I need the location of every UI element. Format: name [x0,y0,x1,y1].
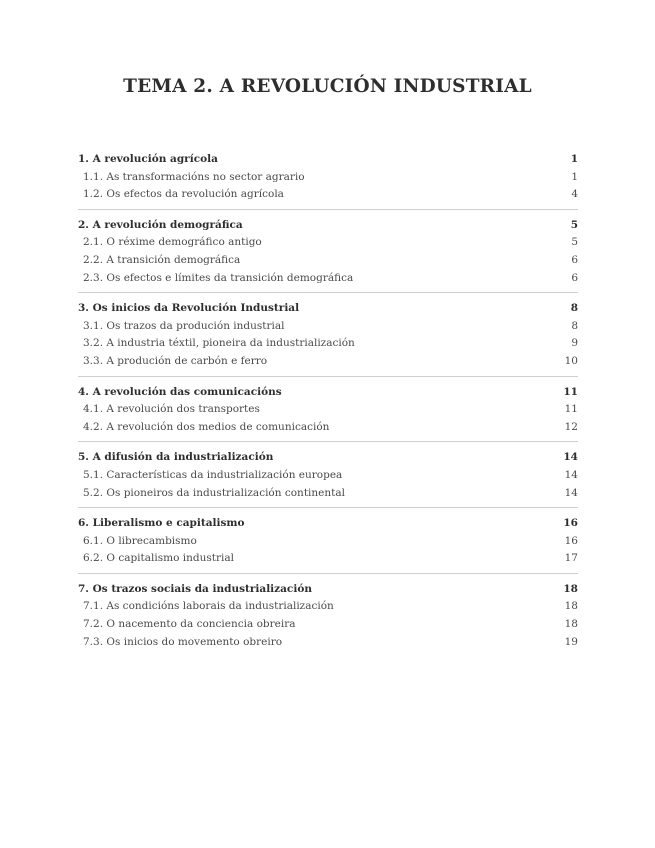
toc-entry-page: 16 [563,517,578,530]
toc-entry[interactable] [78,581,578,599]
toc-entry-label: 1. A revolución agrícola [78,153,218,165]
toc-subentry[interactable] [78,419,578,437]
toc-entry-label: 3. Os inicios da Revolución Industrial [78,302,300,315]
toc-subentry-page: 6 [571,253,578,266]
toc-section-6 [78,515,578,574]
toc-subentry-label: 3.2. A industria téxtil, pioneira da industrialización [83,337,355,350]
toc-subentry-page: 19 [564,635,578,648]
toc-subentry[interactable] [78,335,578,353]
toc-section-5 [78,449,578,508]
toc-entry-page: 8 [570,302,578,315]
toc-subentry[interactable] [78,270,578,288]
toc-subentry-label: 3.1. Os trazos da produción industrial [83,319,285,332]
toc-section-4 [78,384,578,443]
toc-section-7 [78,581,578,656]
toc-subentry-page: 12 [564,420,578,433]
toc-subentry-label: 6.2. O capitalismo industrial [83,552,234,565]
toc-subentry-page: 14 [564,486,578,499]
toc-subentry-label: 4.1. A revolución dos transportes [83,403,260,416]
toc-section-1 [78,151,578,210]
toc-subentry-page: 8 [571,319,578,332]
toc-subentry-label: 7.3. Os inicios do movemento obreiro [83,635,283,648]
toc-subentry-label: 2.2. A transición demográfica [83,253,241,266]
toc-subentry-label: 5.2. Os pioneiros da industrialización continental [83,486,345,499]
toc-entry-page: 18 [563,582,578,595]
toc-entry-label: 2. A revolución demográfica [78,218,243,231]
toc-subentry[interactable] [78,550,578,568]
toc-section-3 [78,300,578,376]
toc-subentry-page: 11 [564,403,578,416]
toc-subentry-page: 14 [564,468,578,481]
toc-subentry-label: 1.2. Os efectos da revolución agrícola [83,188,284,201]
toc-subentry-page: 10 [564,354,578,367]
toc-subentry-page: 17 [564,552,578,565]
toc-entry-page: 11 [563,385,578,398]
toc-entry-page: 1 [570,153,578,165]
toc-subentry-page: 18 [564,618,578,631]
toc-subentry-page: 4 [571,188,578,201]
toc-subentry-label: 4.2. A revolución dos medios de comunicación [83,420,330,433]
toc-subentry-label: 7.1. As condicións laborais da industrialización [83,600,334,613]
table-of-contents [78,151,578,663]
toc-subentry-label: 6.1. O librecambismo [83,534,197,547]
toc-subentry[interactable] [78,598,578,616]
toc-entry-label: 6. Liberalismo e capitalismo [78,517,245,530]
toc-subentry-label: 2.1. O réxime demográfico antigo [83,236,262,249]
toc-entry-page: 5 [570,218,578,231]
toc-entry[interactable] [78,515,578,533]
toc-subentry[interactable] [78,353,578,371]
toc-subentry[interactable] [78,186,578,204]
toc-subentry-label: 1.1. As transformacións no sector agrario [83,170,305,183]
toc-subentry-page: 6 [571,271,578,284]
toc-subentry[interactable] [78,252,578,270]
toc-entry-label: 4. A revolución das comunicacións [78,385,282,398]
toc-subentry-page: 1 [571,170,578,183]
toc-subentry-label: 5.1. Características da industrialización europea [83,468,343,481]
toc-entry-label: 5. A difusión da industrialización [78,451,274,464]
toc-entry[interactable] [78,217,578,235]
toc-subentry[interactable] [78,634,578,652]
toc-entry[interactable] [78,151,578,169]
toc-subentry[interactable] [78,169,578,187]
toc-entry-page: 14 [563,451,578,464]
toc-subentry[interactable] [78,234,578,252]
toc-subentry-label: 7.2. O nacemento da conciencia obreira [83,618,296,631]
toc-subentry-label: 2.3. Os efectos e límites da transición demográfica [83,271,354,284]
toc-entry[interactable] [78,384,578,402]
toc-subentry[interactable] [78,467,578,485]
toc-subentry[interactable] [78,533,578,551]
toc-entry[interactable] [78,300,578,318]
toc-subentry[interactable] [78,401,578,419]
toc-subentry-label: 3.3. A produción de carbón e ferro [83,354,268,367]
toc-section-2 [78,217,578,293]
toc-entry-label: 7. Os trazos sociais da industrialización [78,582,312,595]
toc-subentry-page: 18 [564,600,578,613]
page-title: TEMA 2. A REVOLUCIÓN INDUSTRIAL [123,76,532,97]
toc-subentry-page: 9 [571,337,578,350]
toc-subentry-page: 16 [564,534,578,547]
toc-subentry[interactable] [78,318,578,336]
toc-subentry[interactable] [78,485,578,503]
toc-entry[interactable] [78,449,578,467]
toc-subentry-page: 5 [571,236,578,249]
toc-subentry[interactable] [78,616,578,634]
